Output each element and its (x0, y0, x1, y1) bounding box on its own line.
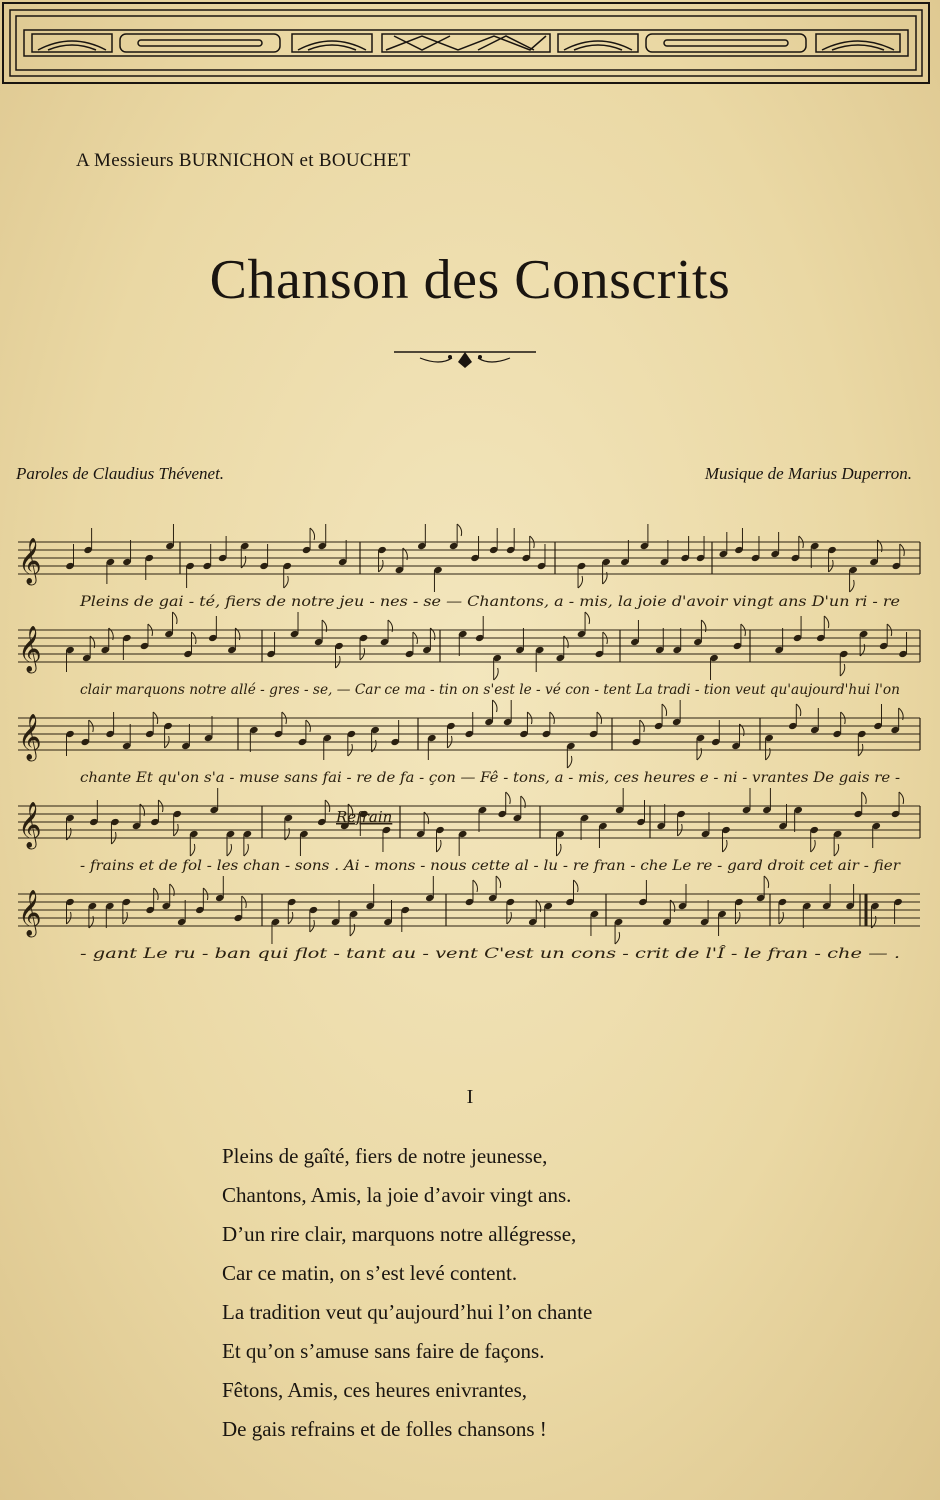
verse-line: La tradition veut qu’aujourd’hui l’on chante (222, 1300, 593, 1324)
note-flag (578, 576, 583, 588)
note-flag (840, 664, 845, 676)
verse-line: Fêtons, Amis, ces heures enivrantes, (222, 1378, 528, 1402)
score-lyric-line-5: - gant Le ru - ban qui flot - tant au - vent C'est un cons - crit de l'Î - le fran - che — . (80, 946, 671, 962)
note-flag (173, 612, 178, 624)
verse-number: I (466, 1086, 474, 1108)
treble-clef: 𝄞 (18, 538, 42, 583)
note-flag (437, 840, 442, 852)
note-flag (899, 792, 904, 804)
note-flag (244, 844, 249, 856)
dedication: A Messieurs BURNICHON et BOUCHET (76, 150, 411, 171)
score-lyric-line-1: Pleins de gai - té, fiers de notre jeu - nes - se — Chantons, a - mis, la joie d'avoir vingt ans D'un ri - re (78, 594, 900, 610)
note-flag (493, 700, 498, 712)
handwritten-score (0, 520, 940, 1000)
verse-line: De gais refrains et de folles chansons ! (222, 1417, 547, 1441)
note-flag (227, 844, 232, 856)
note-flag (457, 524, 462, 536)
note-flag (190, 844, 195, 856)
note-flag (824, 616, 829, 628)
note-flag (506, 792, 510, 804)
verse-line: Chantons, Amis, la joie d’avoir vingt ans. (222, 1183, 572, 1207)
note-flag (764, 876, 769, 888)
note-flag (862, 792, 867, 804)
score-lyric-line-2: clair marquons notre allé - gres - se, — Car ce ma - tin on s'est le - vé con - tent La tradi - tion veut qu'aujourd'hui l'on (80, 682, 900, 698)
note-flag (811, 840, 816, 852)
note-flag (494, 668, 499, 680)
note-flag (496, 876, 501, 888)
score-lyric-line-4: - frains et de fol - les chan - sons . Ai - mons - nous cette al - lu - re fran - che Le re - gard droit cet air - fier (80, 858, 902, 874)
note-flag (796, 704, 801, 716)
staff (18, 626, 920, 674)
note-flag (310, 528, 315, 540)
verse-line: Car ce matin, on s’est levé content. (222, 1261, 518, 1285)
composer-credit: Musique de Marius Duperron. (704, 464, 912, 483)
treble-clef: 𝄞 (18, 626, 42, 671)
page-title: Chanson des Conscrits (209, 249, 731, 311)
score-lyric-line-3: chante Et qu'on s'a - muse sans fai - re de fa - çon — Fê - tons, a - mis, ces heures e - ni - vrantes De gais re - (80, 770, 901, 786)
divider-ornament (390, 344, 540, 370)
note-flag (850, 580, 855, 592)
verse-line: Et qu’on s’amuse sans faire de façons. (222, 1339, 545, 1363)
treble-clef: 𝄞 (18, 890, 42, 935)
note-flag (585, 612, 590, 624)
lyricist-credit: Paroles de Claudius Thévenet. (16, 464, 225, 483)
note-flag (567, 756, 572, 768)
note-flag (723, 840, 728, 852)
verse-text (222, 1137, 592, 1449)
decorative-border (2, 2, 930, 84)
treble-clef: 𝄞 (18, 802, 42, 847)
note-flag (557, 844, 562, 856)
note-flag (284, 576, 289, 588)
staff (18, 538, 920, 586)
refrain-label: Refrain (336, 808, 393, 826)
note-flag (834, 844, 839, 856)
verse-line: D’un rire clair, marquons notre allégresse, (222, 1222, 577, 1246)
treble-clef: 𝄞 (18, 714, 42, 759)
note-flag (662, 704, 667, 716)
verse-line: Pleins de gaîté, fiers de notre jeunesse, (222, 1144, 548, 1168)
note-flag (473, 880, 478, 892)
note-flag (615, 932, 620, 944)
note-flag (574, 880, 579, 892)
